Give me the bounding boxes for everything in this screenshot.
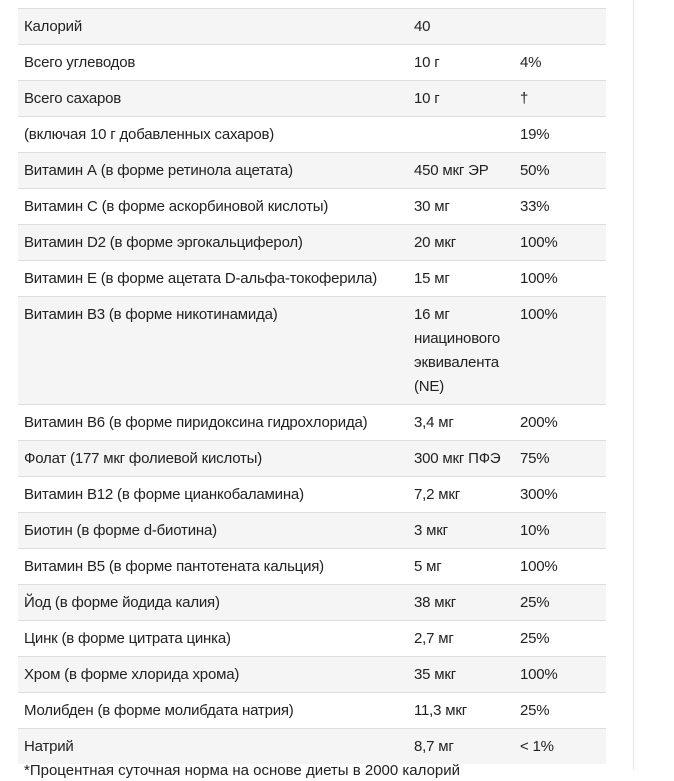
table-row (18, 297, 606, 405)
table-row (18, 693, 606, 729)
amount-cell: 5 мг (408, 549, 514, 585)
amount-cell: 2,7 мг (408, 621, 514, 657)
daily-value-cell: 300% (514, 477, 606, 513)
table-row (18, 45, 606, 81)
nutrient-name-cell: Хром (в форме хлорида хрома) (18, 657, 408, 693)
daily-value-cell: 100% (514, 261, 606, 297)
daily-value-cell: 25% (514, 693, 606, 729)
daily-value-cell: 25% (514, 621, 606, 657)
amount-cell: 3 мкг (408, 513, 514, 549)
nutrient-name-cell: Витамин А (в форме ретинола ацетата) (18, 153, 408, 189)
nutrient-name-cell: Йод (в форме йодида калия) (18, 585, 408, 621)
daily-value-cell: 25% (514, 585, 606, 621)
table-row (18, 261, 606, 297)
nutrient-name-cell: (включая 10 г добавленных сахаров) (18, 117, 408, 153)
table-row (18, 729, 606, 765)
nutrient-name-cell: Цинк (в форме цитрата цинка) (18, 621, 408, 657)
nutrient-name-cell: Всего сахаров (18, 81, 408, 117)
nutrient-name-cell: Витамин B3 (в форме никотинамида) (18, 297, 408, 405)
table-row (18, 585, 606, 621)
nutrient-name-cell: Витамин E (в форме ацетата D-альфа-токоферила) (18, 261, 408, 297)
daily-value-cell: 100% (514, 549, 606, 585)
nutrient-name-cell: Биотин (в форме d-биотина) (18, 513, 408, 549)
amount-cell: 38 мкг (408, 585, 514, 621)
amount-cell: 15 мг (408, 261, 514, 297)
daily-value-cell: 4% (514, 45, 606, 81)
nutrient-name-cell: Витамин B12 (в форме цианкобаламина) (18, 477, 408, 513)
nutrient-name-cell: Калорий (18, 9, 408, 45)
table-row (18, 441, 606, 477)
content-divider (633, 0, 634, 770)
nutrient-name-cell: Витамин B5 (в форме пантотената кальция) (18, 549, 408, 585)
table-row (18, 549, 606, 585)
daily-value-cell: 33% (514, 189, 606, 225)
amount-cell: 3,4 мг (408, 405, 514, 441)
table-row (18, 117, 606, 153)
daily-value-cell: 200% (514, 405, 606, 441)
daily-value-cell: < 1% (514, 729, 606, 765)
nutrient-name-cell: Витамин D2 (в форме эргокальциферол) (18, 225, 408, 261)
table-row (18, 657, 606, 693)
amount-cell: 10 г (408, 81, 514, 117)
amount-cell (408, 117, 514, 153)
nutrient-name-cell: Фолат (177 мкг фолиевой кислоты) (18, 441, 408, 477)
daily-value-cell (514, 9, 606, 45)
amount-cell: 450 мкг ЭР (408, 153, 514, 189)
amount-cell: 20 мкг (408, 225, 514, 261)
nutrition-facts-table (18, 8, 606, 764)
daily-value-cell: 10% (514, 513, 606, 549)
nutrient-name-cell: Витамин C (в форме аскорбиновой кислоты) (18, 189, 408, 225)
table-row (18, 405, 606, 441)
table-row (18, 81, 606, 117)
table-row (18, 621, 606, 657)
amount-cell: 16 мг ниацинового эквивалента (NE) (408, 297, 514, 405)
nutrient-name-cell: Витамин B6 (в форме пиридоксина гидрохлорида) (18, 405, 408, 441)
nutrient-name-cell: Всего углеводов (18, 45, 408, 81)
amount-cell: 35 мкг (408, 657, 514, 693)
daily-value-cell: 100% (514, 297, 606, 405)
nutrition-table-body (18, 9, 606, 765)
daily-value-cell: † (514, 81, 606, 117)
table-row (18, 513, 606, 549)
footnote: *Процентная суточная норма на основе диеты в 2000 калорий (24, 762, 461, 779)
daily-value-cell: 75% (514, 441, 606, 477)
daily-value-cell: 50% (514, 153, 606, 189)
table-row (18, 9, 606, 45)
nutrient-name-cell: Натрий (18, 729, 408, 765)
amount-cell: 30 мг (408, 189, 514, 225)
daily-value-cell: 19% (514, 117, 606, 153)
amount-cell: 7,2 мкг (408, 477, 514, 513)
amount-cell: 10 г (408, 45, 514, 81)
table-row (18, 153, 606, 189)
table-row (18, 189, 606, 225)
amount-cell: 300 мкг ПФЭ (408, 441, 514, 477)
amount-cell: 8,7 мг (408, 729, 514, 765)
daily-value-cell: 100% (514, 225, 606, 261)
amount-cell: 11,3 мкг (408, 693, 514, 729)
nutrient-name-cell: Молибден (в форме молибдата натрия) (18, 693, 408, 729)
table-row (18, 225, 606, 261)
amount-cell: 40 (408, 9, 514, 45)
daily-value-cell: 100% (514, 657, 606, 693)
table-row (18, 477, 606, 513)
